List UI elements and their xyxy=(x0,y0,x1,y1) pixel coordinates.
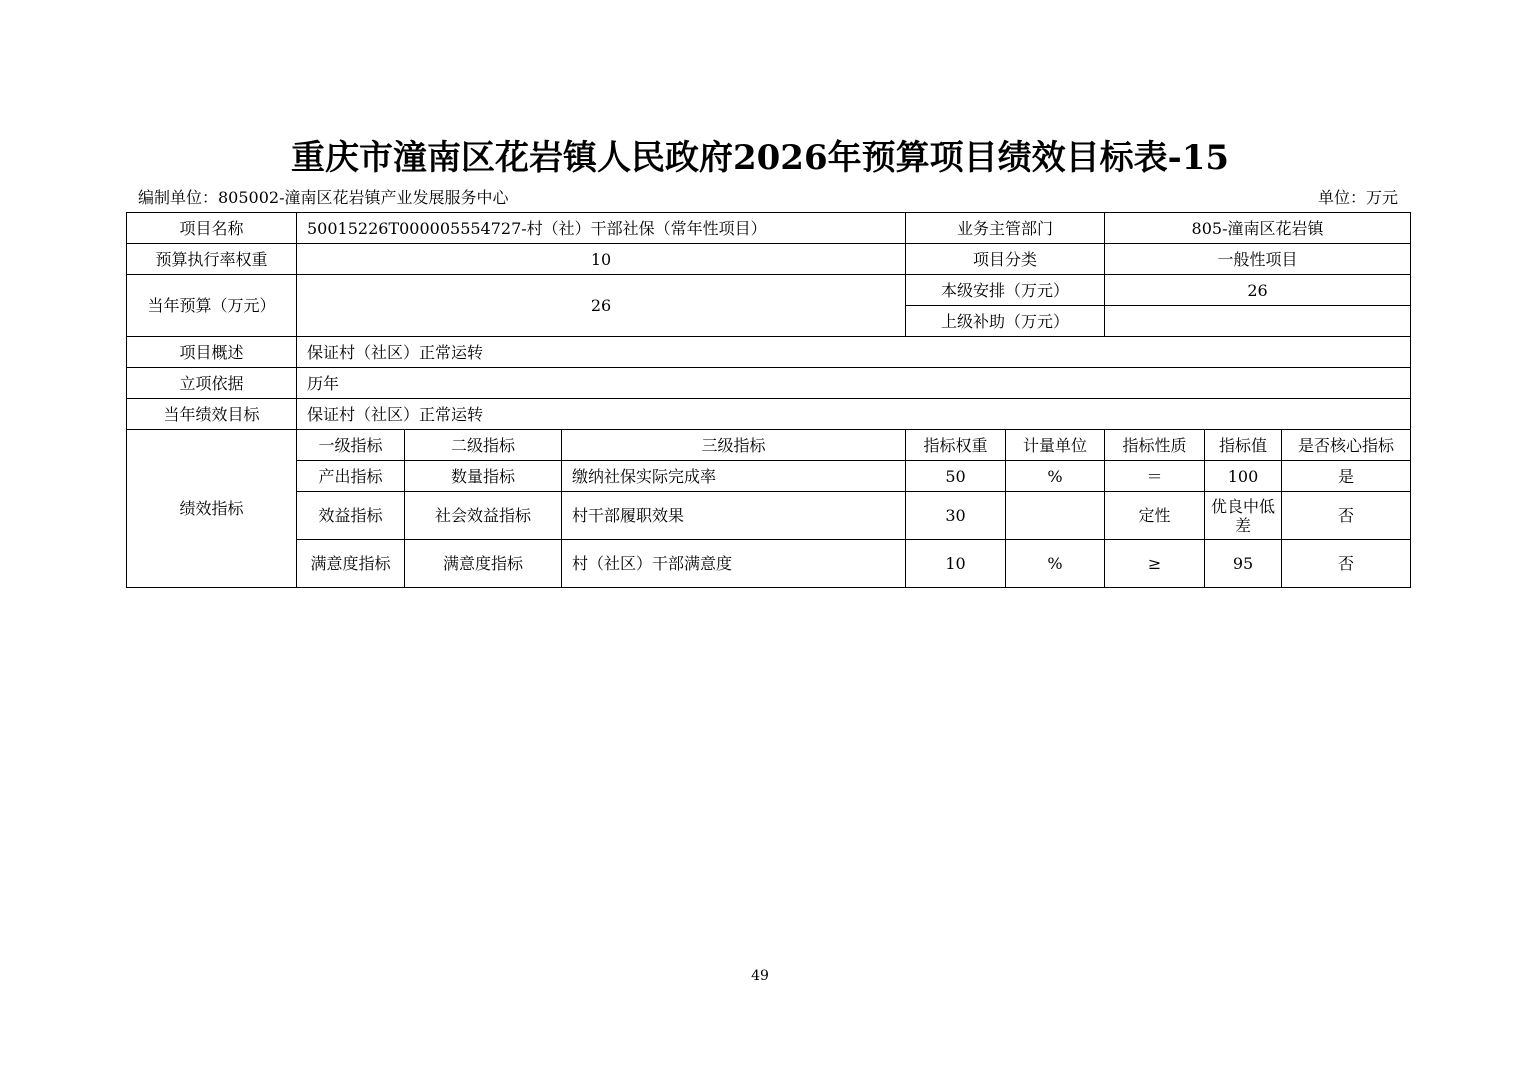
header-core: 是否核心指标 xyxy=(1282,430,1411,461)
compile-unit: 编制单位：805002-潼南区花岩镇产业发展服务中心 xyxy=(138,188,509,207)
indicator-weight: 50 xyxy=(906,461,1006,492)
unit-label: 单位：万元 xyxy=(1317,188,1398,207)
indicator-row xyxy=(127,540,1411,588)
indicator-level2: 数量指标 xyxy=(405,461,562,492)
indicator-unit: % xyxy=(1006,540,1105,588)
category-value: 一般性项目 xyxy=(1105,244,1411,275)
overview-label: 项目概述 xyxy=(127,337,297,368)
indicator-level3: 村（社区）干部满意度 xyxy=(562,540,906,588)
header-nature: 指标性质 xyxy=(1105,430,1205,461)
indicator-weight: 10 xyxy=(906,540,1006,588)
indicator-row xyxy=(127,461,1411,492)
indicator-value: 100 xyxy=(1205,461,1282,492)
category-label: 项目分类 xyxy=(906,244,1105,275)
page-number: 49 xyxy=(751,968,769,984)
superior-label: 上级补助（万元） xyxy=(906,306,1105,337)
weight-label: 预算执行率权重 xyxy=(127,244,297,275)
overview-value: 保证村（社区）正常运转 xyxy=(297,337,1411,368)
indicator-core: 是 xyxy=(1282,461,1411,492)
basis-label: 立项依据 xyxy=(127,368,297,399)
weight-value: 10 xyxy=(297,244,906,275)
indicator-level3: 缴纳社保实际完成率 xyxy=(562,461,906,492)
goal-label: 当年绩效目标 xyxy=(127,399,297,430)
indicator-core: 否 xyxy=(1282,540,1411,588)
indicator-header-row xyxy=(127,430,1411,461)
indicators-label: 绩效指标 xyxy=(127,430,297,588)
header-level3: 三级指标 xyxy=(562,430,906,461)
local-label: 本级安排（万元） xyxy=(906,275,1105,306)
indicator-level1: 满意度指标 xyxy=(297,540,405,588)
indicator-level2: 满意度指标 xyxy=(405,540,562,588)
indicator-row xyxy=(127,492,1411,540)
budget-value: 26 xyxy=(297,275,906,337)
indicator-core: 否 xyxy=(1282,492,1411,540)
basis-value: 历年 xyxy=(297,368,1411,399)
goal-value: 保证村（社区）正常运转 xyxy=(297,399,1411,430)
table-row xyxy=(127,275,1411,306)
page-title: 重庆市潼南区花岩镇人民政府2026年预算项目绩效目标表-15 xyxy=(290,138,1230,178)
table-row xyxy=(127,213,1411,244)
project-name-label: 项目名称 xyxy=(127,213,297,244)
table-row xyxy=(127,399,1411,430)
local-value: 26 xyxy=(1105,275,1411,306)
indicator-nature: ＝ xyxy=(1105,461,1205,492)
indicator-level1: 产出指标 xyxy=(297,461,405,492)
header-value: 指标值 xyxy=(1205,430,1282,461)
indicator-unit xyxy=(1006,492,1105,540)
budget-label: 当年预算（万元） xyxy=(127,275,297,337)
table-row xyxy=(127,244,1411,275)
indicator-unit: % xyxy=(1006,461,1105,492)
superior-value xyxy=(1105,306,1411,337)
dept-value: 805-潼南区花岩镇 xyxy=(1105,213,1411,244)
indicator-value: 95 xyxy=(1205,540,1282,588)
header-level1: 一级指标 xyxy=(297,430,405,461)
indicator-level3: 村干部履职效果 xyxy=(562,492,906,540)
indicator-value: 优良中低差 xyxy=(1205,492,1282,540)
indicator-nature: ≥ xyxy=(1105,540,1205,588)
table-row xyxy=(127,368,1411,399)
header-unit: 计量单位 xyxy=(1006,430,1105,461)
indicator-weight: 30 xyxy=(906,492,1006,540)
indicator-nature: 定性 xyxy=(1105,492,1205,540)
performance-table xyxy=(126,212,1411,588)
table-row xyxy=(127,337,1411,368)
header-weight: 指标权重 xyxy=(906,430,1006,461)
project-name-value: 50015226T000005554727-村（社）干部社保（常年性项目） xyxy=(297,213,906,244)
indicator-level2: 社会效益指标 xyxy=(405,492,562,540)
header-level2: 二级指标 xyxy=(405,430,562,461)
dept-label: 业务主管部门 xyxy=(906,213,1105,244)
indicator-level1: 效益指标 xyxy=(297,492,405,540)
